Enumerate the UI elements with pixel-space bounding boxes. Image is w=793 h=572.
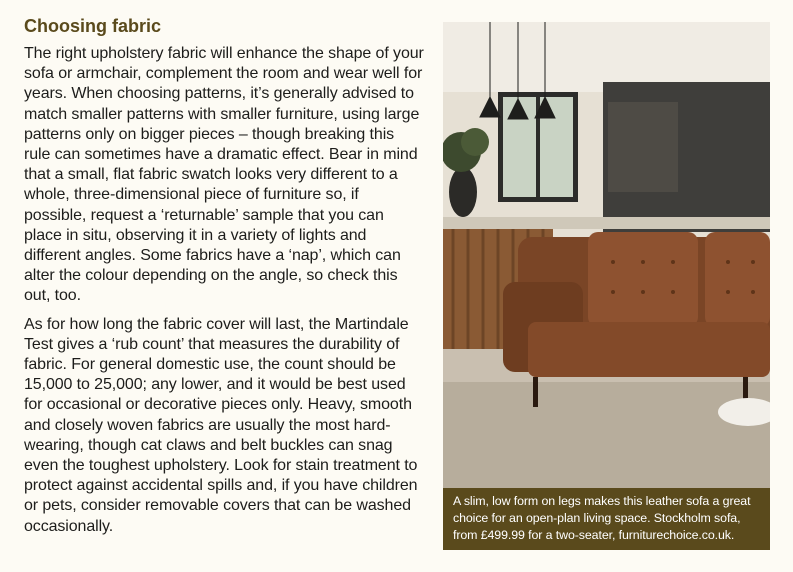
sofa-photo (443, 22, 770, 550)
living-room-illustration (443, 22, 770, 550)
article-paragraph-2: As for how long the fabric cover will last, the Martindale Test gives a ‘rub count’ that measures the durability of fabric. For general domestic use, the count should be 15,000 to 25,000; any lower, and it would be best used for occasional or decorative pieces only. Heavy, smooth and closely woven fabrics are usually the most hard-wearing, though cat claws and belt buckles can snag even the toughest upholstery. Look for stain treatment to protect against accidental spills and, if you have children or pets, consider removable covers that can be washed occasionally. (24, 315, 418, 535)
article-paragraph-1: The right upholstery fabric will enhance the shape of your sofa or armchair, complement the room and wear well for years. When choosing patterns, it’s generally advised to match smaller patterns with smaller furniture, using large patterns only on bigger pieces – though breaking this rule can sometimes have a dramatic effect. Bear in mind that a small, flat fabric swatch looks very different to a whole, three-dimensional piece of furniture so, if possible, request a ‘returnable’ sample that you can place in situ, observing it in a variety of lights and different angles. Some fabrics have a ‘nap’, which can alter the colour depending on the angle, so check this out, too. (24, 45, 424, 305)
photo-caption: A slim, low form on legs makes this leather sofa a great choice for an open-plan living space. Stockholm sofa, from £499.99 for a two-seater, furniturechoice.co.uk. (443, 488, 770, 550)
article-column (24, 14, 424, 545)
section-heading: Choosing fabric (24, 16, 162, 36)
